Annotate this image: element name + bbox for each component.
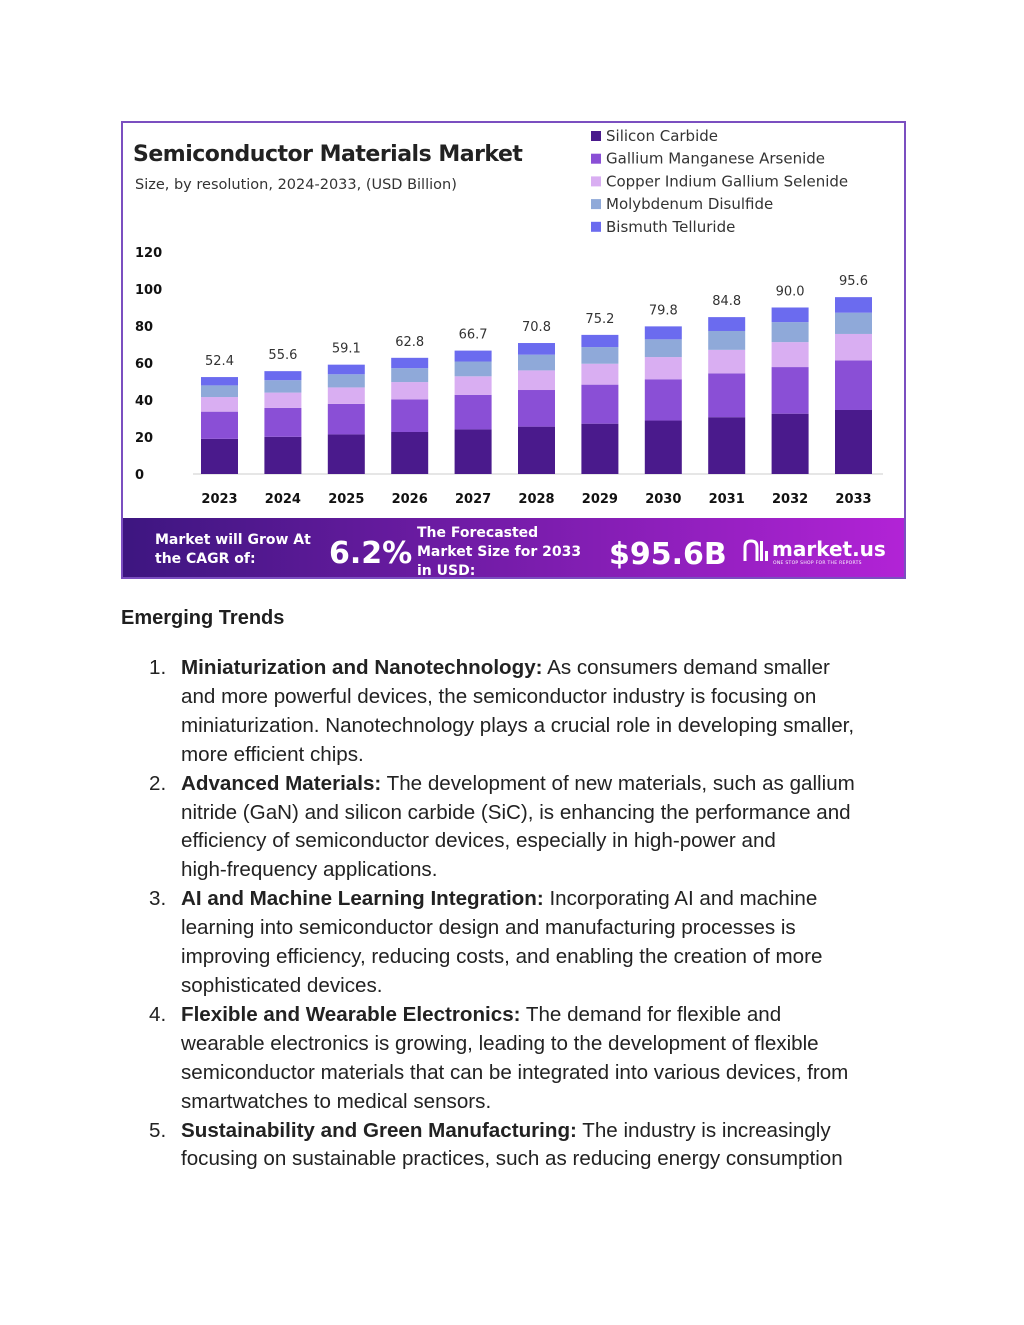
bar-segment: [645, 421, 682, 474]
legend-label: Silicon Carbide: [606, 127, 718, 145]
bar-stack-2033: [835, 274, 872, 474]
data-label: 59.1: [331, 341, 361, 357]
cagr-value: 6.2%: [329, 536, 413, 571]
trend-title: Sustainability and Green Manufacturing:: [181, 1118, 577, 1142]
bar-segment: [581, 347, 618, 364]
bar-segment: [772, 367, 809, 414]
trend-title: Advanced Materials:: [181, 771, 382, 795]
bar-segment: [391, 382, 428, 399]
bar-segment: [264, 371, 301, 380]
bar-segment: [772, 342, 809, 367]
bar-segment: [264, 437, 301, 474]
bar-segment: [328, 434, 365, 474]
market-chart-figure: [121, 121, 906, 579]
trend-text-line: nitride (GaN) and silicon carbide (SiC), is enhancing the performance and: [181, 800, 851, 824]
brand-name: market.us: [772, 537, 886, 561]
x-tick-label: 2033: [835, 492, 872, 507]
data-label: 70.8: [522, 320, 551, 336]
summary-banner: [123, 518, 904, 577]
bar-segment: [328, 374, 365, 387]
market-chart: [123, 123, 904, 577]
bar-segment: [201, 412, 238, 439]
y-axis: [135, 246, 162, 483]
bar-segment: [455, 351, 492, 362]
y-tick-label: 120: [135, 246, 163, 261]
bars: [201, 274, 872, 474]
bar-segment: [391, 358, 428, 368]
legend-swatch: [591, 154, 601, 164]
bar-segment: [518, 343, 555, 355]
trend-text-line: Incorporating AI and machine: [543, 887, 818, 911]
trend-text-line: sophisticated devices.: [181, 973, 383, 997]
bar-segment: [708, 317, 745, 331]
bar-segment: [581, 335, 618, 347]
emerging-trends-list: [121, 654, 911, 1174]
bar-stack-2027: [455, 328, 492, 474]
legend-swatch: [591, 199, 601, 209]
bar-segment: [518, 390, 555, 427]
x-tick-label: 2030: [645, 492, 682, 507]
trend-number: 3.: [149, 887, 167, 911]
trend-number: 4.: [149, 1002, 167, 1026]
data-label: 79.8: [648, 303, 678, 319]
legend-swatch: [591, 131, 601, 141]
trend-text-line: miniaturization. Nanotechnology plays a crucial role in developing smaller,: [181, 713, 855, 737]
y-tick-label: 100: [135, 283, 163, 298]
chart-title: Semiconductor Materials Market: [133, 142, 523, 167]
chart-subtitle: Size, by resolution, 2024-2033, (USD Billion): [135, 177, 457, 193]
x-tick-label: 2027: [455, 492, 492, 507]
trend-text-line: improving efficiency, reducing costs, and enabling the creation of more: [181, 945, 823, 969]
bar-segment: [518, 370, 555, 390]
bar-segment: [708, 350, 745, 373]
trend-text-line: The demand for flexible and: [520, 1002, 782, 1026]
bar-segment: [645, 339, 682, 357]
bar-segment: [264, 380, 301, 392]
chart-legend: [591, 127, 848, 236]
x-tick-label: 2023: [201, 492, 238, 507]
bar-segment: [772, 308, 809, 323]
bar-stack-2028: [518, 320, 555, 474]
trend-item: [121, 885, 911, 1001]
y-tick-label: 40: [135, 394, 154, 409]
cagr-label-line-2: the CAGR of:: [155, 551, 256, 567]
forecast-label-line-3: in USD:: [417, 563, 476, 577]
bar-segment: [455, 362, 492, 377]
bar-segment: [708, 331, 745, 350]
bar-stack-2026: [391, 335, 428, 474]
bar-segment: [328, 387, 365, 403]
trend-text-line: The industry is increasingly: [576, 1118, 831, 1142]
trend-text-line: As consumers demand smaller: [542, 656, 830, 679]
brand-tagline: ONE STOP SHOP FOR THE REPORTS: [773, 561, 862, 566]
bar-segment: [455, 429, 492, 474]
y-tick-label: 60: [135, 357, 154, 372]
x-tick-label: 2026: [391, 492, 428, 507]
bar-segment: [645, 326, 682, 339]
bar-segment: [201, 377, 238, 385]
cagr-label-line-1: Market will Grow At: [155, 532, 311, 548]
x-tick-label: 2025: [328, 492, 365, 507]
bar-segment: [264, 408, 301, 437]
trend-title: Flexible and Wearable Electronics:: [181, 1002, 521, 1026]
bar-segment: [581, 424, 618, 474]
data-label: 90.0: [775, 284, 805, 300]
bar-segment: [201, 439, 238, 474]
trend-text-line: focusing on sustainable practices, such as reducing energy consumption: [181, 1147, 843, 1171]
x-tick-label: 2024: [264, 492, 301, 507]
legend-label: Bismuth Telluride: [606, 217, 736, 236]
trend-text-line: more efficient chips.: [181, 742, 364, 766]
bar-segment: [708, 373, 745, 417]
bar-segment: [581, 385, 618, 424]
bar-segment: [835, 360, 872, 410]
bar-segment: [328, 365, 365, 375]
bar-stack-2024: [264, 348, 301, 474]
forecast-label-line-2: Market Size for 2033: [417, 544, 582, 560]
bar-segment: [264, 393, 301, 408]
bar-segment: [328, 404, 365, 435]
data-label: 95.6: [839, 274, 868, 290]
trend-text-line: smartwatches to medical sensors.: [181, 1089, 492, 1113]
trend-text-line: The development of new materials, such as gallium: [381, 771, 855, 795]
bar-segment: [391, 399, 428, 432]
bar-stack-2023: [201, 354, 238, 474]
y-tick-label: 0: [135, 468, 145, 483]
data-label: 66.7: [458, 327, 488, 343]
trend-title: Miniaturization and Nanotechnology:: [181, 656, 543, 679]
bar-segment: [835, 313, 872, 334]
bar-segment: [455, 395, 492, 430]
bar-segment: [391, 368, 428, 382]
trend-text-line: high-frequency applications.: [181, 858, 438, 882]
bar-segment: [391, 432, 428, 474]
bar-segment: [455, 376, 492, 395]
trend-number: 1.: [149, 656, 167, 679]
bar-segment: [835, 334, 872, 360]
bar-segment: [201, 397, 238, 412]
bar-stack-2029: [581, 312, 618, 474]
bar-segment: [581, 364, 618, 385]
bar-segment: [772, 322, 809, 342]
data-label: 75.2: [585, 311, 615, 327]
bar-segment: [708, 417, 745, 474]
legend-label: Gallium Manganese Arsenide: [606, 149, 826, 168]
bar-segment: [518, 355, 555, 371]
trend-text-line: wearable electronics is growing, leading to the development of flexible: [181, 1031, 819, 1055]
trend-number: 5.: [149, 1118, 167, 1142]
bar-segment: [645, 357, 682, 379]
data-label: 55.6: [268, 348, 298, 364]
x-tick-label: 2028: [518, 492, 555, 507]
data-label: 84.8: [712, 294, 742, 310]
trend-item: [121, 1001, 911, 1117]
data-label: 62.8: [395, 334, 425, 350]
emerging-trends-heading: Emerging Trends: [121, 607, 285, 629]
bar-segment: [772, 414, 809, 474]
x-tick-label: 2032: [772, 492, 809, 507]
legend-swatch: [591, 222, 601, 232]
y-tick-label: 20: [135, 431, 154, 446]
bar-segment: [835, 410, 872, 474]
x-axis: [201, 492, 871, 507]
x-tick-label: 2031: [708, 492, 745, 507]
bar-segment: [518, 427, 555, 474]
trend-item: [121, 654, 911, 770]
trend-text-line: and more powerful devices, the semiconductor industry is focusing on: [181, 684, 817, 708]
legend-label: Copper Indium Gallium Selenide: [606, 172, 849, 191]
trend-number: 2.: [149, 771, 167, 795]
trend-text-line: semiconductor materials that can be integrated into various devices, from: [181, 1060, 849, 1084]
bar-segment: [835, 297, 872, 313]
bar-segment: [201, 385, 238, 397]
trend-title: AI and Machine Learning Integration:: [181, 887, 544, 911]
trend-item: [121, 770, 911, 886]
legend-swatch: [591, 176, 601, 186]
bar-stack-2030: [645, 303, 682, 474]
data-label: 52.4: [205, 354, 234, 370]
bar-stack-2032: [772, 285, 809, 475]
y-tick-label: 80: [135, 320, 154, 335]
trend-text-line: efficiency of semiconductor devices, especially in high-power and: [181, 829, 776, 853]
x-tick-label: 2029: [581, 492, 618, 507]
trend-text-line: learning into semiconductor design and manufacturing processes is: [181, 916, 796, 940]
legend-label: Molybdenum Disulfide: [606, 195, 774, 214]
forecast-value: $95.6B: [609, 537, 727, 572]
bar-segment: [645, 379, 682, 420]
bar-stack-2031: [708, 294, 745, 474]
forecast-label-line-1: The Forecasted: [417, 525, 539, 541]
bar-stack-2025: [328, 342, 365, 474]
trend-item: [121, 1117, 911, 1175]
